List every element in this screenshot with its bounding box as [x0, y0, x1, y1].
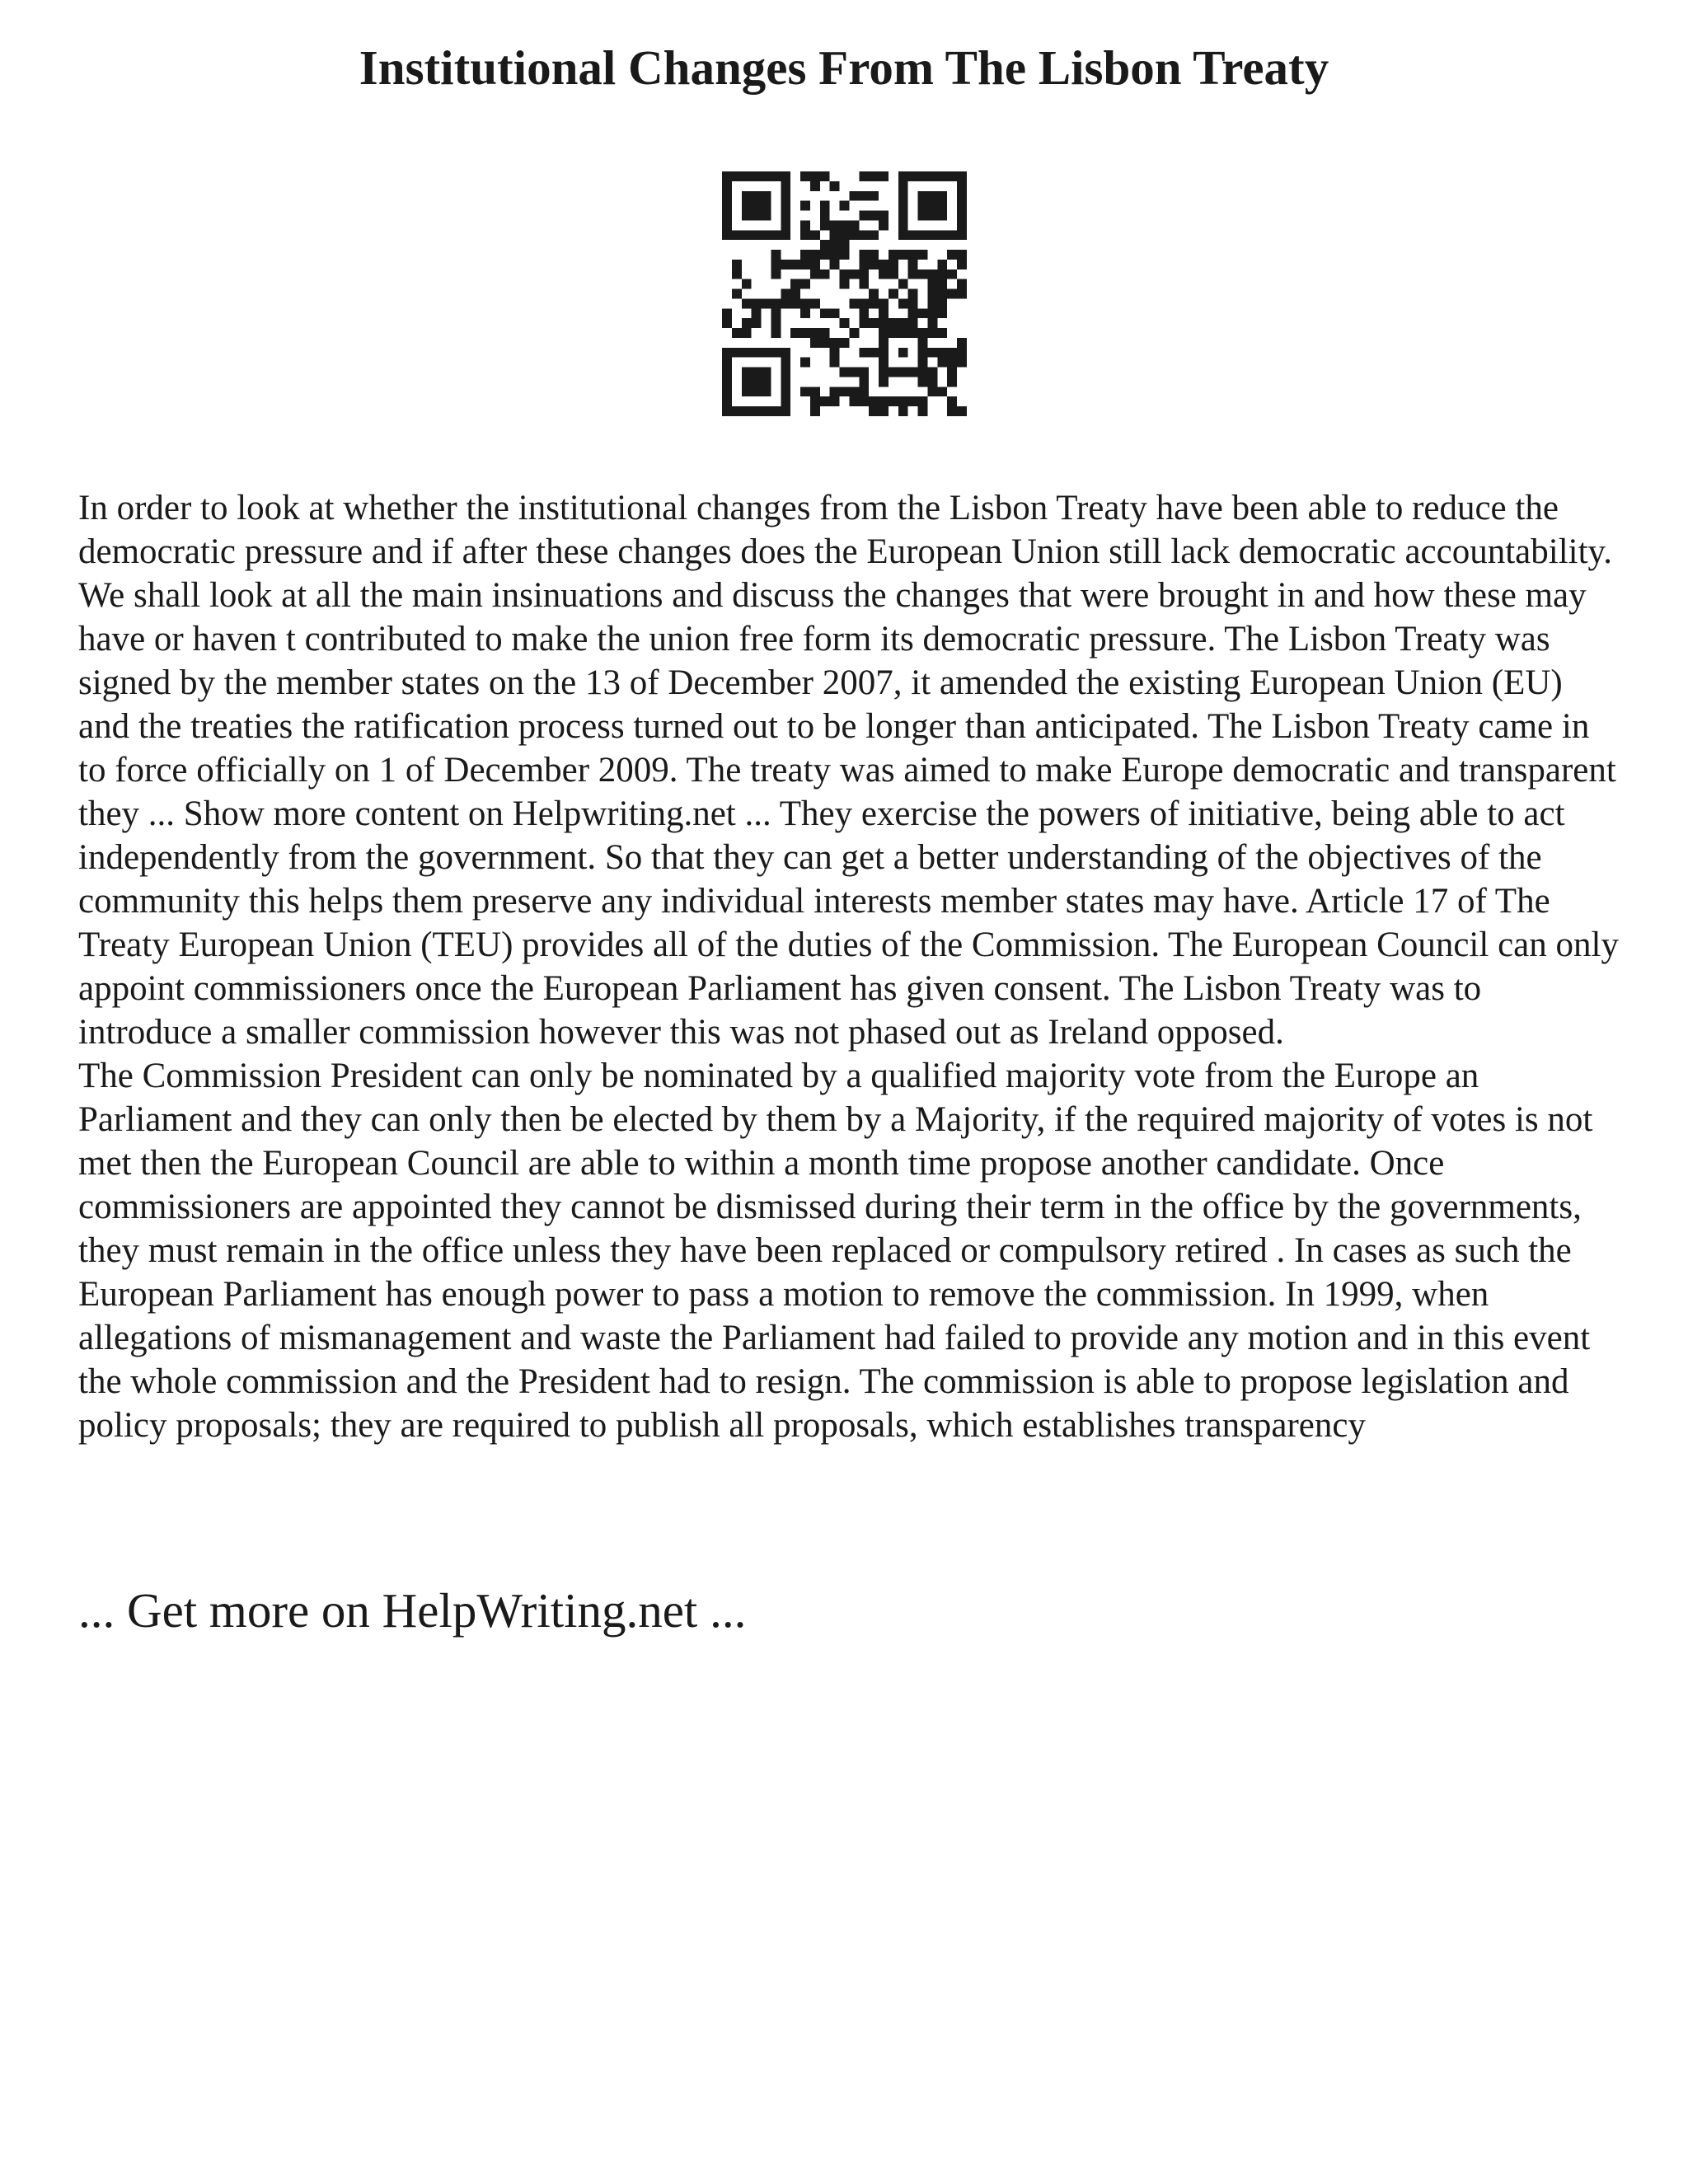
paragraph: In order to look at whether the institutional changes from the Lisbon Treaty have been able to reduce the democratic pressure and if after these changes does the European Union still lack democratic accountability. We shall look at all the main insinuations and discuss the changes that were brought in and how these may have or haven t contributed to make the union free form its democratic pressure. The Lisbon Treaty was signed by the member states on the 13 of December 2007, it amended the existing European Union (EU) and the treaties the ratification process turned out to be longer than anticipated. The Lisbon Treaty came in to force officially on 1 of December 2009. The treaty was aimed to make Europe democratic and transparent they ... Show more content on Helpwriting.net ... They exercise the powers of initiative, being able to act independently from the government. So that they can get a better understanding of the objectives of the community this helps them preserve any individual interests member states may have. Article 17 of The Treaty European Union (TEU) provides all of the duties of the Commission. The European Council can only appoint commissioners once the European Parliament has given consent. The Lisbon Treaty was to introduce a smaller commission however this was not phased out as Ireland opposed.	[78, 489, 1619, 1052]
document-title: Institutional Changes From The Lisbon Treaty	[359, 40, 1329, 95]
get-more-link[interactable]: ... Get more on HelpWriting.net ...	[78, 1583, 747, 1638]
paragraph: The Commission President can only be nominated by a qualified majority vote from the Europe an Parliament and they can only then be elected by them by a Majority, if the required majority of votes is not met then the European Council are able to within a month time propose another candidate. Once commissioners are appointed they cannot be dismissed during their term in the office by the governments, they must remain in the office unless they have been replaced or compulsory retired . In cases as such the European Parliament has enough power to pass a motion to remove the commission. In 1999, when allegations of mismanagement and waste the Parliament had failed to provide any motion and in this event the whole commission and the President had to resign. The commission is able to propose legislation and policy proposals; they are required to publish all proposals, which establishes transparency	[78, 1057, 1593, 1445]
document-body	[78, 486, 1620, 1447]
qr-code-icon	[722, 171, 967, 416]
